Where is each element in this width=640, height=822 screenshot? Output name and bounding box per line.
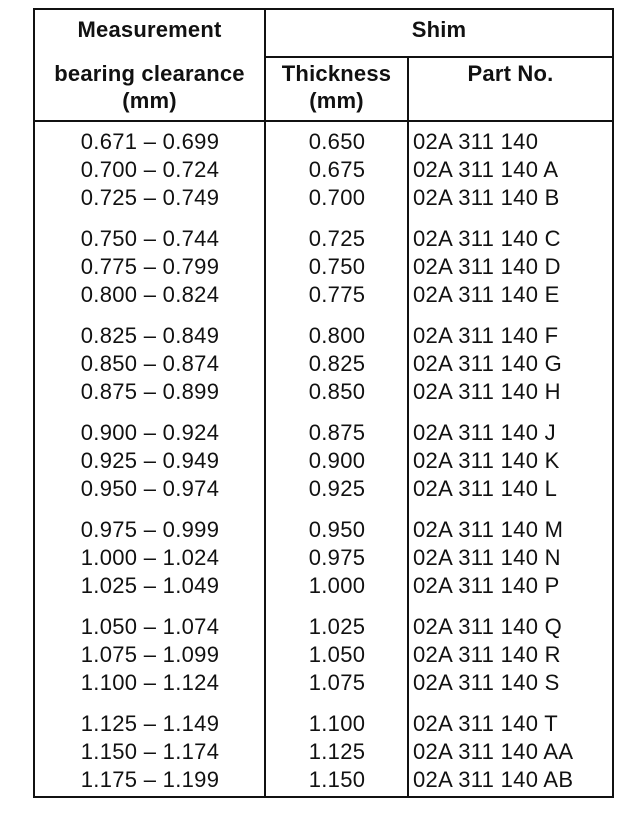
bearing-clearance-cell: 1.050 – 1.074	[80, 614, 220, 639]
thickness-cell: 0.650	[308, 129, 366, 154]
bearing-clearance-cell: 0.825 – 0.849	[80, 323, 220, 348]
thickness-cell: 0.825	[308, 351, 366, 376]
bearing-clearance-cell: 0.775 – 0.799	[80, 254, 220, 279]
part-no-cell: 02A 311 140 R	[413, 642, 561, 667]
thickness-cell: 0.750	[308, 254, 366, 279]
part-no-cell: 02A 311 140 J	[413, 420, 556, 445]
part-no-cell: 02A 311 140 M	[413, 517, 564, 542]
thickness-cell: 1.150	[308, 767, 366, 792]
bearing-clearance-cell: 1.150 – 1.174	[80, 739, 220, 764]
header-bearing-clearance	[35, 60, 264, 114]
part-no-cell: 02A 311 140	[413, 129, 539, 154]
part-no-cell: 02A 311 140 L	[413, 476, 558, 501]
thickness-cell: 0.700	[308, 185, 366, 210]
shim-table	[33, 8, 614, 798]
bearing-clearance-cell: 1.125 – 1.149	[80, 711, 220, 736]
thickness-cell: 0.925	[308, 476, 366, 501]
thickness-cell: 1.075	[308, 670, 366, 695]
bearing-clearance-cell: 0.950 – 0.974	[80, 476, 220, 501]
part-no-cell: 02A 311 140 Q	[413, 614, 563, 639]
bearing-clearance-cell: 0.671 – 0.699	[80, 129, 220, 154]
header-bearing-clearance-label: bearing clearance	[54, 61, 245, 86]
bearing-clearance-cell: 0.925 – 0.949	[80, 448, 220, 473]
thickness-cell: 0.975	[308, 545, 366, 570]
part-no-cell: 02A 311 140 AA	[413, 739, 574, 764]
bearing-clearance-cell: 0.725 – 0.749	[80, 185, 220, 210]
bearing-clearance-cell: 0.875 – 0.899	[80, 379, 220, 404]
part-no-cell: 02A 311 140 P	[413, 573, 560, 598]
part-no-cell: 02A 311 140 T	[413, 711, 558, 736]
bearing-clearance-cell: 0.750 – 0.744	[80, 226, 220, 251]
part-no-cell: 02A 311 140 N	[413, 545, 561, 570]
bearing-clearance-cell: 1.175 – 1.199	[80, 767, 220, 792]
bearing-clearance-cell: 0.900 – 0.924	[80, 420, 220, 445]
bearing-clearance-cell: 0.975 – 0.999	[80, 517, 220, 542]
thickness-cell: 0.800	[308, 323, 366, 348]
thickness-cell: 1.050	[308, 642, 366, 667]
header-measurement: Measurement	[77, 17, 222, 42]
header-part-no: Part No.	[467, 61, 554, 86]
part-no-cell: 02A 311 140 C	[413, 226, 561, 251]
bearing-clearance-cell: 0.850 – 0.874	[80, 351, 220, 376]
bearing-clearance-cell: 0.700 – 0.724	[80, 157, 220, 182]
bearing-clearance-cell: 1.025 – 1.049	[80, 573, 220, 598]
part-no-cell: 02A 311 140 G	[413, 351, 563, 376]
header-thickness-unit: (mm)	[309, 88, 364, 113]
shim-header-divider	[264, 56, 612, 58]
part-no-cell: 02A 311 140 F	[413, 323, 559, 348]
column-divider-2	[407, 58, 409, 796]
part-no-cell: 02A 311 140 D	[413, 254, 561, 279]
thickness-cell: 1.000	[308, 573, 366, 598]
part-no-cell: 02A 311 140 K	[413, 448, 560, 473]
thickness-cell: 0.675	[308, 157, 366, 182]
thickness-cell: 0.850	[308, 379, 366, 404]
thickness-cell: 0.900	[308, 448, 366, 473]
header-bearing-clearance-unit: (mm)	[122, 88, 177, 113]
thickness-cell: 0.775	[308, 282, 366, 307]
thickness-cell: 0.875	[308, 420, 366, 445]
part-no-cell: 02A 311 140 E	[413, 282, 560, 307]
header-thickness-label: Thickness	[281, 61, 392, 86]
header-shim: Shim	[411, 17, 467, 42]
part-no-cell: 02A 311 140 H	[413, 379, 561, 404]
thickness-cell: 1.025	[308, 614, 366, 639]
part-no-cell: 02A 311 140 A	[413, 157, 559, 182]
bearing-clearance-cell: 1.075 – 1.099	[80, 642, 220, 667]
thickness-cell: 1.100	[308, 711, 366, 736]
bearing-clearance-cell: 1.000 – 1.024	[80, 545, 220, 570]
part-no-cell: 02A 311 140 B	[413, 185, 560, 210]
bearing-clearance-cell: 0.800 – 0.824	[80, 282, 220, 307]
part-no-cell: 02A 311 140 S	[413, 670, 560, 695]
thickness-cell: 0.725	[308, 226, 366, 251]
thickness-cell: 1.125	[308, 739, 366, 764]
part-no-cell: 02A 311 140 AB	[413, 767, 574, 792]
bearing-clearance-cell: 1.100 – 1.124	[80, 670, 220, 695]
header-body-divider	[35, 120, 612, 122]
thickness-cell: 0.950	[308, 517, 366, 542]
header-thickness	[266, 60, 407, 114]
